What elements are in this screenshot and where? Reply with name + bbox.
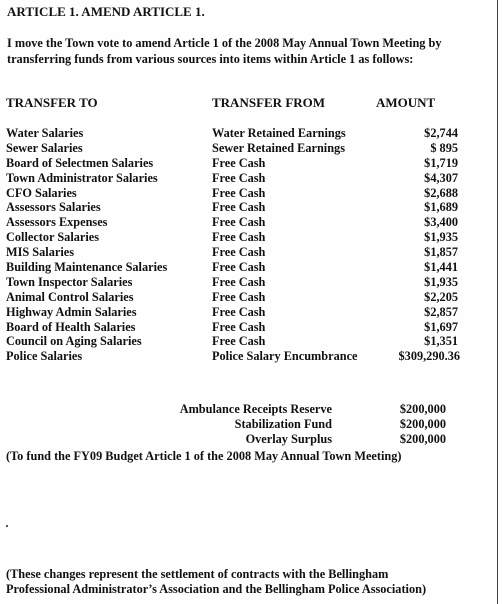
table-row	[0, 290, 502, 305]
transfer-to-cell: Council on Aging Salaries	[6, 334, 142, 349]
table-row	[0, 230, 502, 245]
table-row	[0, 156, 502, 171]
table-row	[0, 200, 502, 215]
footer-line-2: Professional Administrator’s Association and the Bellingham Police Association)	[6, 582, 427, 596]
footer-note	[6, 567, 426, 597]
transfer-from-cell: Free Cash	[212, 185, 266, 200]
transfer-to-cell: Water Salaries	[6, 126, 84, 140]
table-row	[0, 320, 502, 335]
amount-cell: $1,857	[424, 245, 458, 260]
amount-cell: $2,744	[424, 126, 458, 140]
transfer-to-cell: Sewer Salaries	[6, 140, 83, 155]
amount-cell: $1,719	[424, 155, 458, 170]
transfer-to-cell: MIS Salaries	[6, 245, 74, 260]
funding-row	[0, 417, 502, 432]
amount-cell: $1,935	[424, 274, 458, 289]
header-amount: AMOUNT	[376, 95, 436, 110]
transfer-from-cell: Free Cash	[212, 215, 266, 230]
scan-speck	[6, 525, 8, 527]
amount-cell: $4,307	[424, 170, 458, 185]
funding-note: (To fund the FY09 Budget Article 1 of the 2008 May Annual Town Meeting)	[6, 449, 402, 463]
transfer-from-cell: Free Cash	[212, 274, 266, 289]
table-row	[0, 349, 502, 364]
amount-cell: $3,400	[424, 215, 458, 230]
amount-cell: $1,935	[424, 230, 458, 245]
transfer-to-cell: Collector Salaries	[6, 230, 100, 245]
transfer-from-cell: Police Salary Encumbrance	[212, 349, 358, 364]
transfer-from-cell: Free Cash	[212, 334, 266, 349]
funding-row	[0, 432, 502, 447]
header-transfer-to: TRANSFER TO	[6, 95, 98, 110]
funding-source: Ambulance Receipts Reserve	[179, 402, 332, 416]
transfer-to-cell: Assessors Expenses	[6, 215, 108, 230]
transfer-to-cell: Highway Admin Salaries	[6, 304, 137, 319]
amount-cell: $2,688	[424, 185, 458, 200]
transfer-from-cell: Water Retained Earnings	[212, 126, 346, 140]
footer-line-1: (These changes represent the settlement of contracts with the Bellingham	[6, 567, 389, 581]
amount-cell: $309,290.36	[398, 349, 460, 364]
funding-sources	[0, 402, 502, 447]
transfer-to-cell: Board of Selectmen Salaries	[6, 155, 154, 170]
funding-amount: $200,000	[399, 417, 446, 431]
motion-intro: I move the Town vote to amend Article 1 of the 2008 May Annual Town Meeting by transferring funds from various sources into items within Article 1 as follows:	[7, 36, 442, 66]
amount-cell: $1,441	[424, 260, 458, 275]
transfer-to-cell: Animal Control Salaries	[6, 289, 134, 304]
funding-source: Overlay Surplus	[245, 432, 332, 446]
table-row	[0, 141, 502, 156]
amount-cell: $1,689	[424, 200, 458, 215]
scan-edge-line	[497, 0, 498, 604]
transfer-from-cell: Free Cash	[212, 260, 266, 275]
table-row	[0, 245, 502, 260]
amount-cell: $ 895	[430, 140, 458, 155]
article-title: ARTICLE 1. AMEND ARTICLE 1.	[7, 4, 205, 19]
transfer-from-cell: Free Cash	[212, 200, 266, 215]
transfer-to-cell: CFO Salaries	[6, 185, 77, 200]
amount-cell: $1,697	[424, 319, 458, 334]
transfer-to-cell: Town Administrator Salaries	[6, 170, 158, 185]
table-row	[0, 215, 502, 230]
transfer-from-cell: Free Cash	[212, 304, 266, 319]
amount-cell: $2,857	[424, 304, 458, 319]
table-row	[0, 126, 502, 141]
transfer-table	[0, 126, 502, 364]
transfer-to-cell: Board of Health Salaries	[6, 319, 136, 334]
transfer-from-cell: Free Cash	[212, 170, 266, 185]
table-row	[0, 334, 502, 349]
transfer-from-cell: Free Cash	[212, 289, 266, 304]
table-row	[0, 305, 502, 320]
header-transfer-from: TRANSFER FROM	[212, 95, 326, 110]
amount-cell: $1,351	[424, 334, 458, 349]
amount-cell: $2,205	[424, 289, 458, 304]
funding-row	[0, 402, 502, 417]
table-row	[0, 186, 502, 201]
transfer-from-cell: Sewer Retained Earnings	[212, 140, 345, 155]
transfer-to-cell: Assessors Salaries	[6, 200, 101, 215]
transfer-from-cell: Free Cash	[212, 230, 266, 245]
transfer-to-cell: Police Salaries	[6, 349, 83, 364]
funding-amount: $200,000	[399, 402, 446, 416]
table-row	[0, 260, 502, 275]
transfer-to-cell: Town Inspector Salaries	[6, 274, 133, 289]
funding-amount: $200,000	[399, 432, 446, 446]
transfer-from-cell: Free Cash	[212, 155, 266, 170]
transfer-to-cell: Building Maintenance Salaries	[6, 260, 168, 275]
transfer-from-cell: Free Cash	[212, 319, 266, 334]
table-row	[0, 171, 502, 186]
funding-source: Stabilization Fund	[234, 417, 332, 431]
transfer-from-cell: Free Cash	[212, 245, 266, 260]
table-row	[0, 275, 502, 290]
